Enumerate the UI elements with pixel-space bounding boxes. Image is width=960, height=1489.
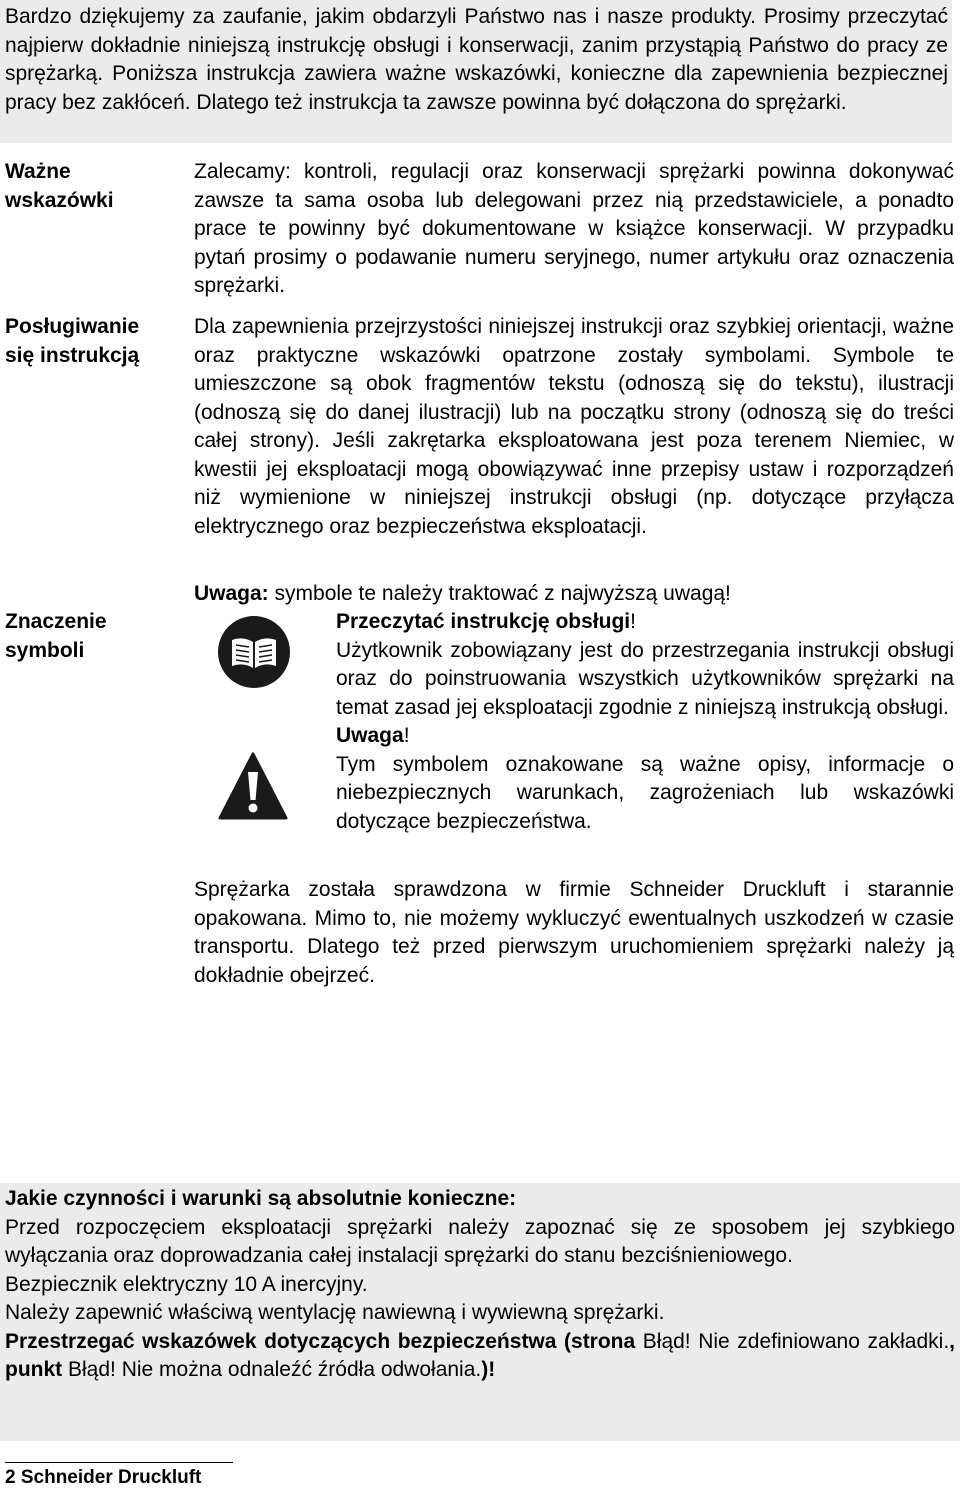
read-instructions-block: Przeczytać instrukcję obsługi! Użytkownik zobowiązany jest do przestrzegania instrukcji obsługi oraz do poinstruowania wszystkich użytkowników sprężarki na temat zasad jej eksploatacji zgodnie z niniejszą instrukcją obsługi. Uwaga! Tym symbolem oznakowane są ważne opisy, informacje o niebezpiecznych warunkach, zagrożeniach lub wskazówki dotyczące bezpieczeństwa. [336, 608, 954, 836]
page-footer: 2 Schneider Druckluft [5, 1467, 202, 1488]
footer-rule [5, 1462, 233, 1463]
warning-icon [218, 752, 288, 820]
book-icon [218, 616, 290, 688]
requirements-heading: Jakie czynności i warunki są absolutnie konieczne: [5, 1187, 517, 1210]
read-instructions-text: Użytkownik zobowiązany jest do przestrzegania instrukcji obsługi oraz do poinstruowania wszystkich użytkowników sprężarki na temat zasad jej eksploatacji zgodnie z niniejszą instrukcją obsługi. [336, 638, 954, 719]
section-heading-instrukcja: Posługiwanie się instrukcją [5, 315, 140, 367]
warning-text: Tym symbolem oznakowane są ważne opisy, informacje o niebezpiecznych warunkach, zagrożeniach lub wskazówki dotyczące bezpieczeństwa. [336, 752, 954, 833]
inspection-text: Sprężarka została sprawdzona w firmie Schneider Druckluft i starannie opakowana. Mimo to, nie możemy wykluczyć ewentualnych uszkodzeń w czasie transportu. Dlatego też przed pierwszym uruchomieniem sprężarki należy ją dokładnie obejrzeć. [194, 878, 954, 987]
requirements-box [0, 1183, 960, 1441]
instrukcja-text: Dla zapewnienia przejrzystości niniejszej instrukcji oraz szybkiej orientacji, ważne oraz praktyczne wskazówki opatrzone zostały symbolami. Symbole te umieszczone są obok fragmentów tekstu (odnoszą się do tekstu), ilustracji (odnoszą się do danej ilustracji) lub na początku strony (odnoszą się do treści całej strony). Jeśli zakrętarka eksploatowana jest poza terenem Niemiec, w kwestii jej eksploatacji mogą obowiązywać inne przepisy ustaw i rozporządzeń niż wymienione w niniejszej instrukcji obsługi (np. dotyczące przyłącza elektrycznego oraz bezpieczeństwa eksploatacji. [194, 315, 954, 538]
requirements-line-2: Bezpiecznik elektryczny 10 A inercyjny. [5, 1272, 368, 1296]
wazne-wskazowki-text: Zalecamy: kontroli, regulacji oraz konserwacji sprężarki powinna dokonywać zawsze ta sama osoba lub delegowani przez nią przedstawiciele, a ponadto prace te powinny być dokumentowane w książce konserwacji. W przypadku pytań prosimy o podawanie numeru seryjnego, numer artykułu oraz oznaczenia sprężarki. [194, 160, 954, 297]
requirements-line-4: Przestrzegać wskazówek dotyczących bezpieczeństwa (strona Błąd! Nie zdefiniowano zakładki., punkt Błąd! Nie można odnaleźć źródła odwołania.)! [5, 1329, 955, 1381]
uwaga-line: Uwaga: symbole te należy traktować z najwyższą uwagą! [194, 582, 731, 605]
intro-box [0, 0, 952, 143]
section-heading-wazne-wskazowki: Ważne wskazówki [5, 160, 114, 212]
intro-text: Bardzo dziękujemy za zaufanie, jakim obdarzyli Państwo nas i nasze produkty. Prosimy przeczytać najpierw dokładnie niniejszą instrukcję obsługi i konserwacji, zanim przystąpią Państwo do pracy ze sprężarką. Poniższa instrukcja zawiera ważne wskazówki, konieczne dla zapewnienia bezpiecznej pracy bez zakłóceń. Dlatego też instrukcja ta zawsze powinna być dołączona do sprężarki. [5, 5, 948, 114]
section-heading-symbole: Znaczenie symboli [5, 610, 107, 662]
read-instructions-title: Przeczytać instrukcję obsługi [336, 610, 631, 633]
requirements-line-3: Należy zapewnić właściwą wentylację nawiewną i wywiewną sprężarki. [5, 1301, 665, 1324]
warning-title: Uwaga [336, 724, 404, 747]
requirements-line-1: Przed rozpoczęciem eksploatacji sprężarki należy zapoznać się ze sposobem jej szybkiego wyłączania oraz doprowadzania całej instalacji sprężarki do stanu bezciśnieniowego. [5, 1215, 955, 1267]
